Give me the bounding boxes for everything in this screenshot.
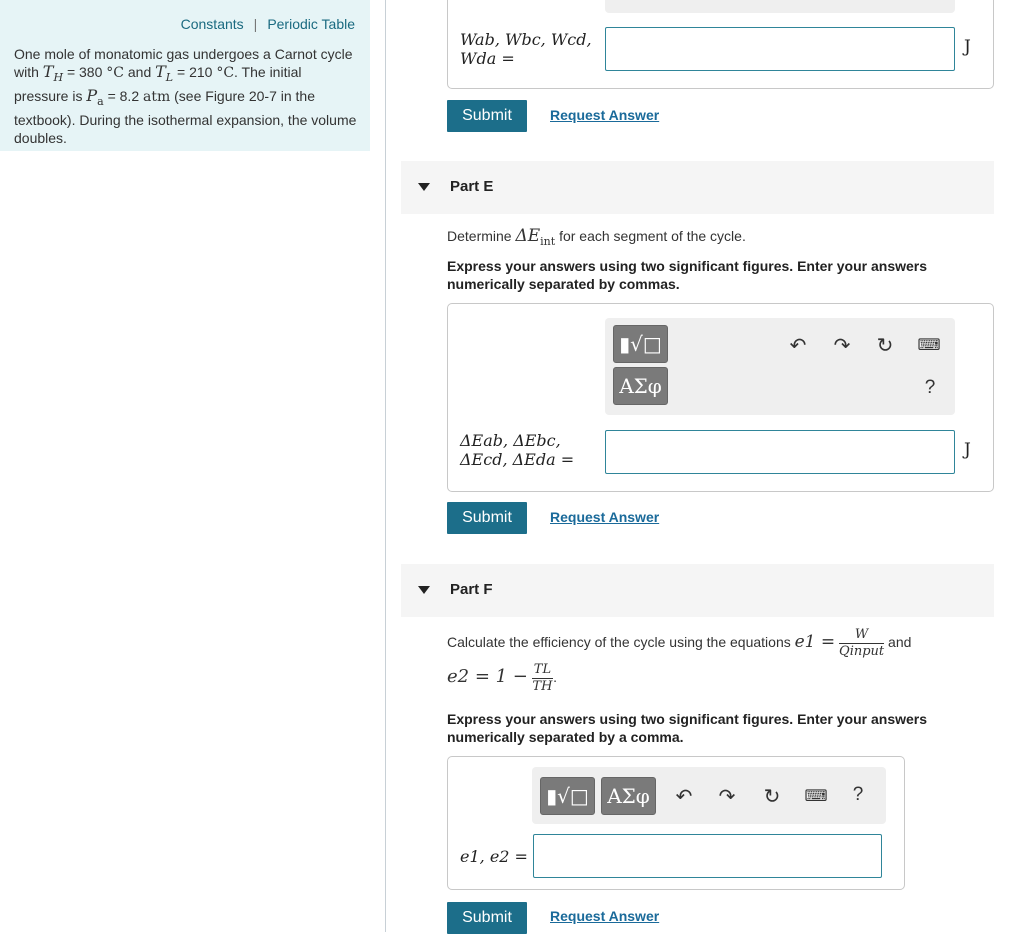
- label-line1: Wab, Wbc, Wcd,: [460, 30, 592, 49]
- template-button[interactable]: ▮√□: [540, 777, 595, 815]
- undo-icon[interactable]: ↶: [789, 335, 807, 357]
- help-icon[interactable]: ?: [852, 784, 864, 805]
- part-f-instructions: Express your answers using two significant figures. Enter your answers numerically separated by a comma.: [447, 711, 928, 745]
- eq1-fraction: [839, 627, 884, 660]
- problem-sidebar: [0, 0, 370, 151]
- reset-icon[interactable]: ↻: [763, 786, 781, 808]
- keyboard-icon[interactable]: ⌨: [804, 788, 828, 805]
- eq2-fraction: [532, 662, 553, 695]
- reset-icon[interactable]: ↻: [876, 335, 894, 357]
- keyboard-icon[interactable]: ⌨: [917, 337, 941, 354]
- th-sub: H: [53, 70, 64, 84]
- periodic-table-link[interactable]: Periodic Table: [267, 16, 355, 32]
- th-unit: °C: [106, 65, 124, 81]
- part-d-variable-label: [460, 30, 592, 68]
- label-line2: ΔEcd, ΔEda =: [460, 450, 575, 469]
- delta-e-sub: int: [540, 234, 556, 248]
- part-f-answer-input[interactable]: [533, 834, 882, 878]
- undo-icon[interactable]: ↶: [675, 786, 693, 808]
- help-icon[interactable]: ?: [924, 377, 936, 398]
- prompt-text: for each segment of the cycle.: [555, 228, 746, 244]
- part-f-toolbar: [532, 767, 886, 824]
- part-e-request-answer-link[interactable]: Request Answer: [550, 509, 660, 525]
- collapse-triangle-icon: [418, 586, 430, 594]
- part-f-prompt: [447, 624, 911, 660]
- redo-icon[interactable]: ↷: [833, 335, 851, 357]
- problem-statement: [14, 45, 359, 147]
- and-text: and: [123, 64, 156, 80]
- th-symbol: T: [42, 62, 54, 81]
- pa-sub: a: [97, 94, 104, 108]
- part-f-header[interactable]: [401, 564, 994, 617]
- part-d-unit: J: [964, 37, 971, 57]
- part-e-instructions: Express your answers using two significant figures. Enter your answers numerically separated by commas.: [447, 258, 928, 292]
- part-f-request-answer-link[interactable]: Request Answer: [550, 908, 660, 924]
- redo-icon[interactable]: ↷: [718, 786, 736, 808]
- label-line2: Wda =: [460, 49, 515, 68]
- label-line1: ΔEab, ΔEbc,: [460, 431, 561, 450]
- link-separator: |: [253, 16, 258, 32]
- part-e-variable-label: [460, 431, 574, 469]
- part-e-submit-button[interactable]: Submit: [447, 502, 527, 534]
- part-e-answer-input[interactable]: [605, 430, 955, 474]
- column-divider: [385, 0, 386, 932]
- pa-symbol: P: [86, 85, 98, 105]
- tl-value: = 210: [173, 64, 217, 80]
- eq2-lhs: e2 = 1 −: [447, 666, 528, 688]
- eq1-numerator: W: [839, 627, 884, 644]
- part-d-request-answer-link[interactable]: Request Answer: [550, 107, 660, 123]
- sidebar-links: [181, 16, 355, 32]
- delta-e-symbol: ΔE: [515, 226, 541, 246]
- problem-text: . The initial pressure is: [14, 64, 302, 104]
- part-e-unit: J: [964, 440, 971, 460]
- pa-unit: atm: [143, 88, 171, 105]
- part-d-submit-button[interactable]: Submit: [447, 100, 527, 132]
- collapse-triangle-icon: [418, 183, 430, 191]
- part-e-title: Part E: [450, 178, 494, 195]
- and-text: and: [884, 634, 912, 650]
- part-e-prompt: [447, 226, 746, 248]
- part-d-toolbar: [605, 0, 955, 13]
- problem-text: One mole of monatomic gas undergoes a Carnot cycle with: [14, 46, 353, 80]
- pa-value: = 8.2: [103, 87, 143, 104]
- tl-symbol: T: [155, 62, 166, 81]
- part-f-submit-button[interactable]: Submit: [447, 902, 527, 934]
- part-e-toolbar: [605, 318, 955, 415]
- eq2-denominator: TH: [532, 679, 553, 694]
- part-d-answer-input[interactable]: [605, 27, 955, 71]
- problem-text: (see Figure 20-7 in the textbook). During the isothermal expansion, the volume doubles.: [14, 87, 357, 146]
- eq2-numerator: TL: [533, 662, 552, 677]
- prompt-text: Determine: [447, 228, 516, 244]
- part-f-variable-label: e1, e2 =: [460, 847, 528, 866]
- part-f-eq2: e2 = 1 − $\frac{TL}{TH}$ .: [447, 662, 557, 694]
- constants-link[interactable]: Constants: [180, 16, 244, 32]
- part-f-title: Part F: [450, 581, 493, 598]
- th-value: = 380: [63, 64, 107, 80]
- template-button[interactable]: ▮√□: [613, 325, 668, 363]
- tl-unit: °C: [216, 65, 235, 81]
- prompt-text: Calculate the efficiency of the cycle using the equations: [447, 634, 795, 650]
- symbols-button[interactable]: ΑΣφ: [601, 777, 656, 815]
- eq1-denominator: Qinput: [839, 643, 885, 659]
- eq1-lhs: e1 =: [794, 632, 836, 652]
- part-e-header[interactable]: [401, 161, 994, 214]
- symbols-button[interactable]: ΑΣφ: [613, 367, 668, 405]
- tl-sub: L: [165, 70, 174, 84]
